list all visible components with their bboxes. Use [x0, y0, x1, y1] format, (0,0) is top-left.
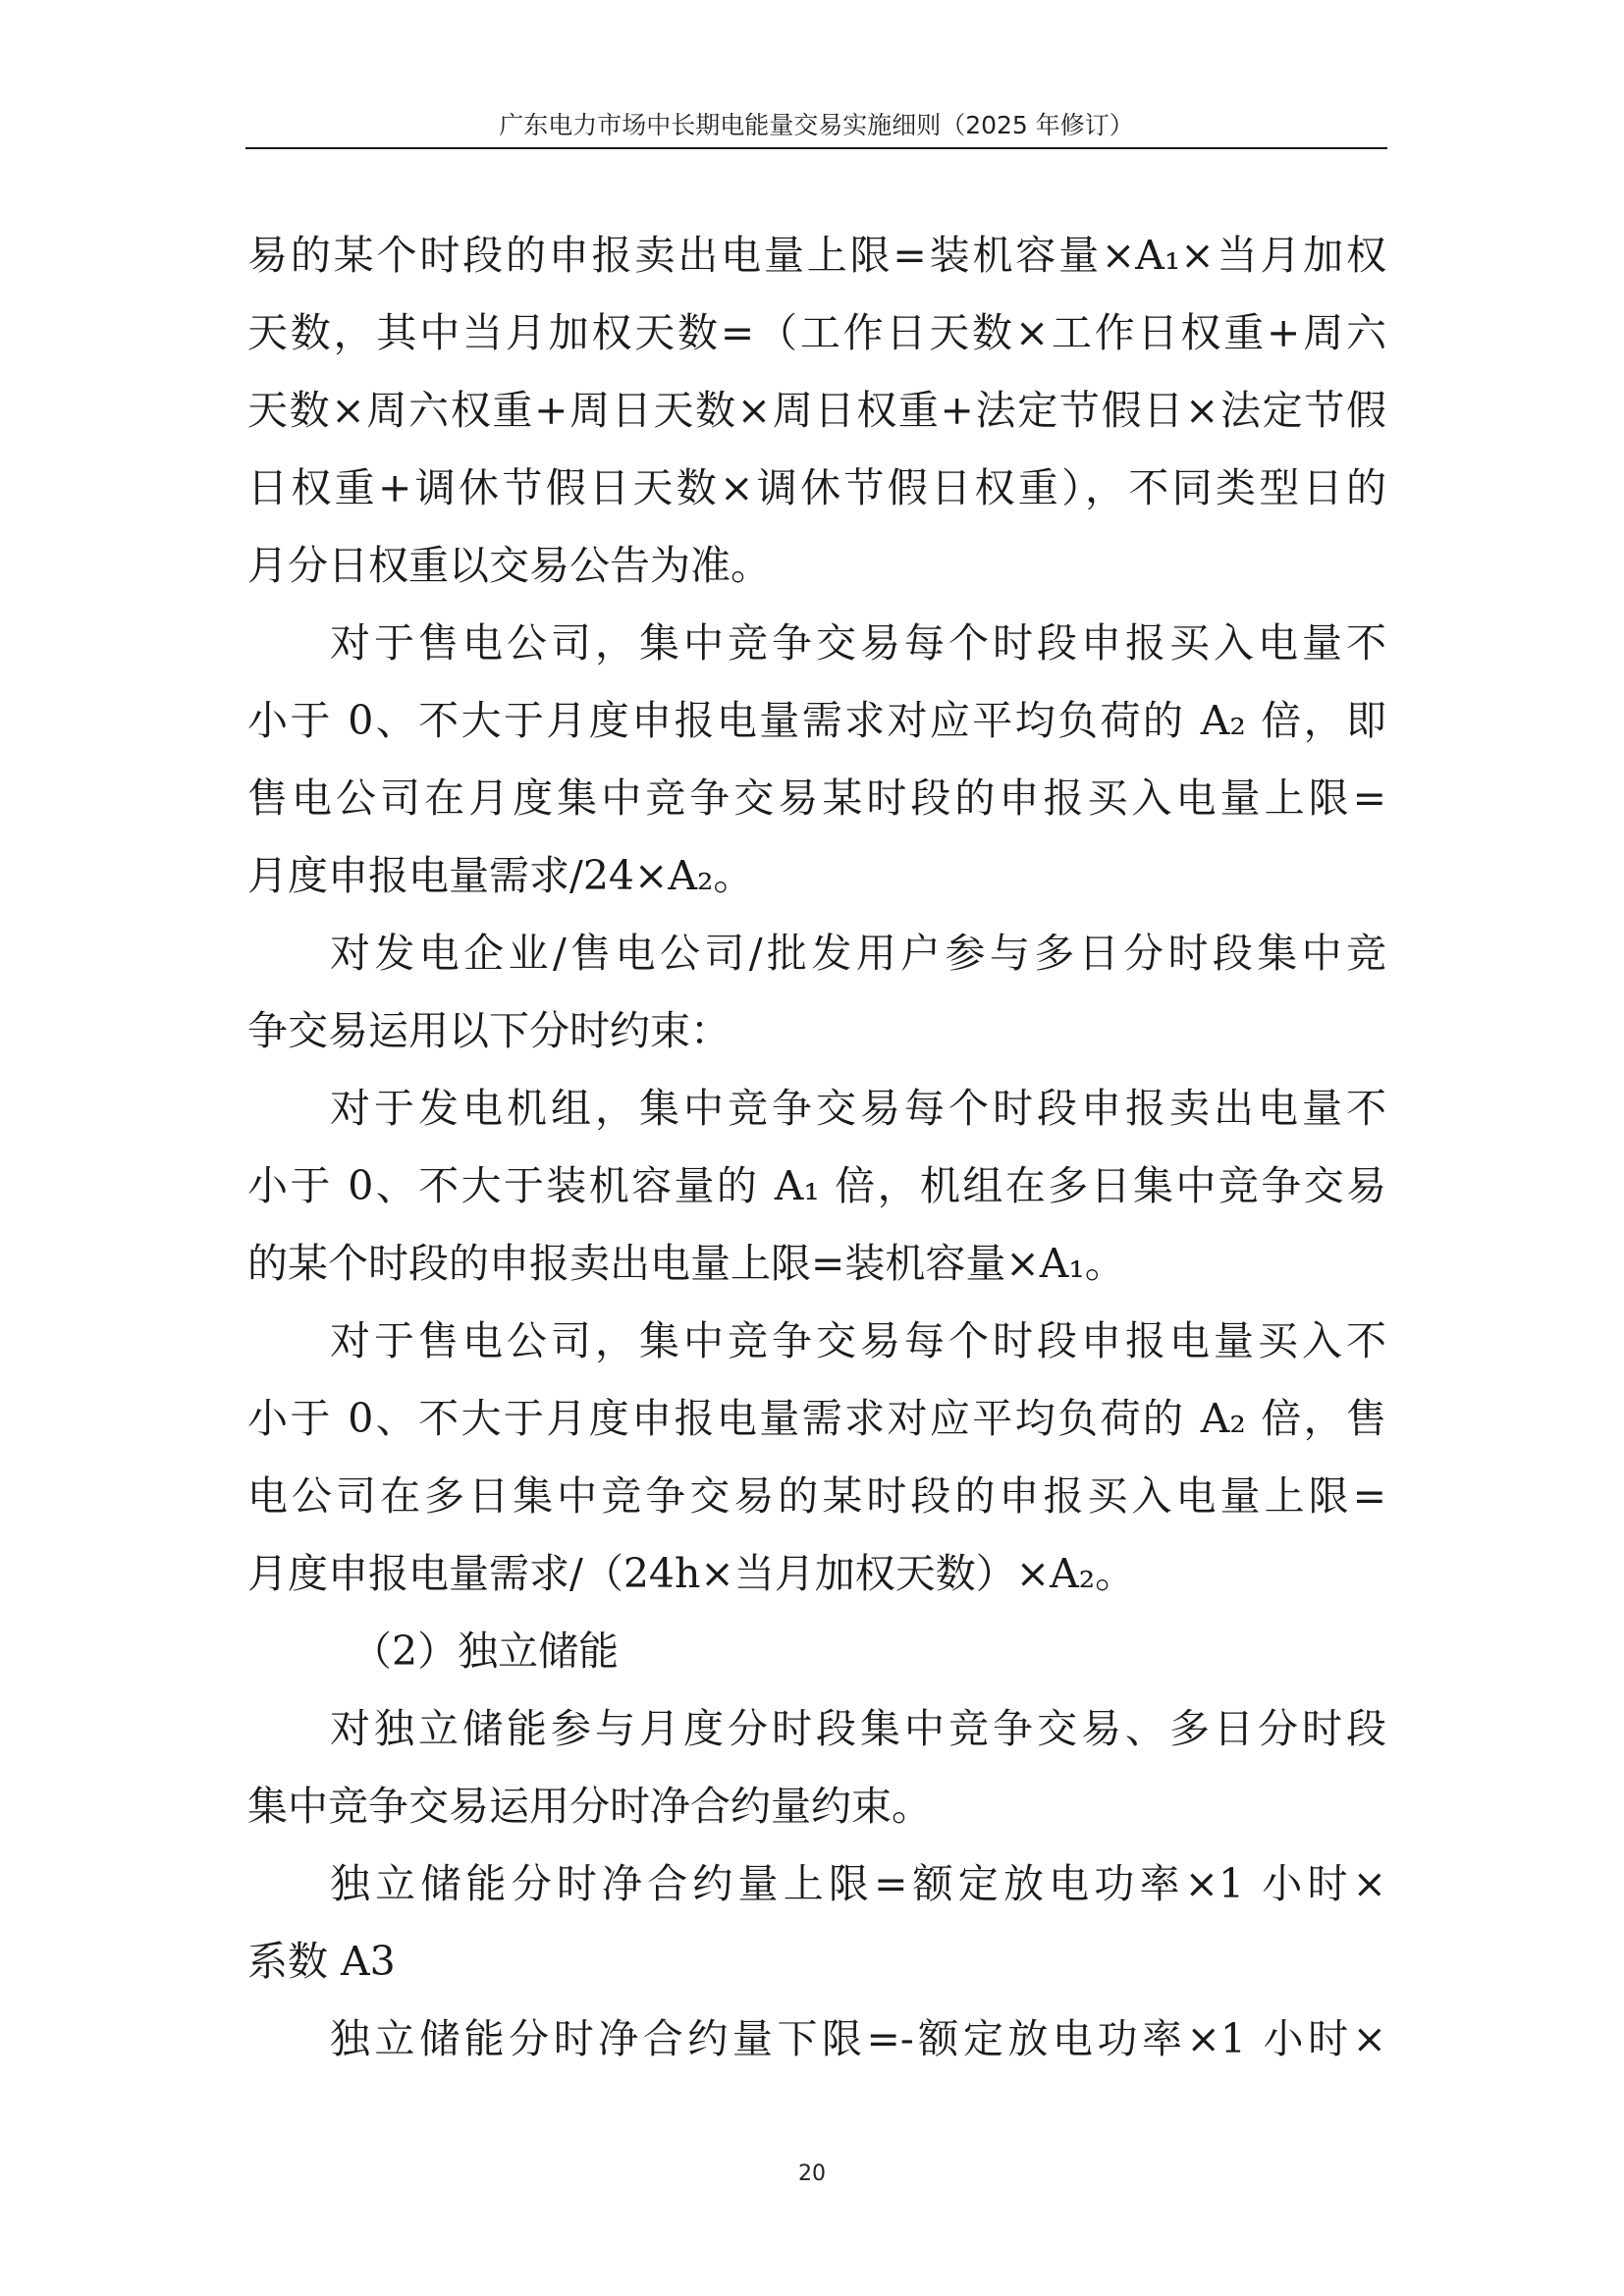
paragraph-1-line-4: 日权重+调休节假日天数×调休节假日权重），不同类型日的 [247, 464, 1386, 511]
paragraph-6-line-2: 集中竞争交易运用分时净合约量约束。 [247, 1783, 932, 1830]
paragraph-1-line-2: 天数，其中当月加权天数=（工作日天数×工作日权重+周六 [247, 309, 1386, 356]
paragraph-1-line-3: 天数×周六权重+周日天数×周日权重+法定节假日×法定节假 [247, 387, 1386, 434]
paragraph-2-line-4: 月度申报电量需求/24×A₂。 [247, 852, 754, 899]
paragraph-5-line-3: 电公司在多日集中竞争交易的某时段的申报买入电量上限= [247, 1472, 1386, 1520]
paragraph-2-line-1: 对于售电公司，集中竞争交易每个时段申报买入电量不 [330, 619, 1386, 667]
paragraph-1-line-1: 易的某个时段的申报卖出电量上限=装机容量×A₁×当月加权 [247, 232, 1386, 279]
section-heading: （2）独立储能 [352, 1628, 620, 1675]
paragraph-1-line-5: 月分日权重以交易公告为准。 [247, 542, 771, 589]
paragraph-4-line-2: 小于 0、不大于装机容量的 A₁ 倍，机组在多日集中竞争交易 [247, 1162, 1386, 1209]
paragraph-8-line-1: 独立储能分时净合约量下限=-额定放电功率×1 小时× [330, 2015, 1386, 2062]
paragraph-5-line-1: 对于售电公司，集中竞争交易每个时段申报电量买入不 [330, 1317, 1386, 1364]
paragraph-7-line-1: 独立储能分时净合约量上限=额定放电功率×1 小时× [330, 1860, 1386, 1907]
paragraph-2-line-3: 售电公司在月度集中竞争交易某时段的申报买入电量上限= [247, 774, 1386, 822]
header-rule [245, 147, 1387, 149]
paragraph-4-line-1: 对于发电机组，集中竞争交易每个时段申报卖出电量不 [330, 1085, 1386, 1132]
paragraph-4-line-3: 的某个时段的申报卖出电量上限=装机容量×A₁。 [247, 1240, 1125, 1287]
page-number: 20 [798, 2162, 826, 2186]
running-header: 广东电力市场中长期电能量交易实施细则（2025 年修订） [499, 111, 1134, 139]
paragraph-2-line-2: 小于 0、不大于月度申报电量需求对应平均负荷的 A₂ 倍，即 [247, 697, 1386, 744]
paragraph-3-line-2: 争交易运用以下分时约束： [247, 1007, 731, 1054]
paragraph-5-line-4: 月度申报电量需求/（24h×当月加权天数）×A₂。 [247, 1550, 1136, 1597]
paragraph-3-line-1: 对发电企业/售电公司/批发用户参与多日分时段集中竞 [330, 930, 1386, 977]
paragraph-5-line-2: 小于 0、不大于月度申报电量需求对应平均负荷的 A₂ 倍，售 [247, 1395, 1386, 1442]
paragraph-6-line-1: 对独立储能参与月度分时段集中竞争交易、多日分时段 [330, 1705, 1386, 1752]
paragraph-7-line-2: 系数 A3 [247, 1938, 396, 1985]
